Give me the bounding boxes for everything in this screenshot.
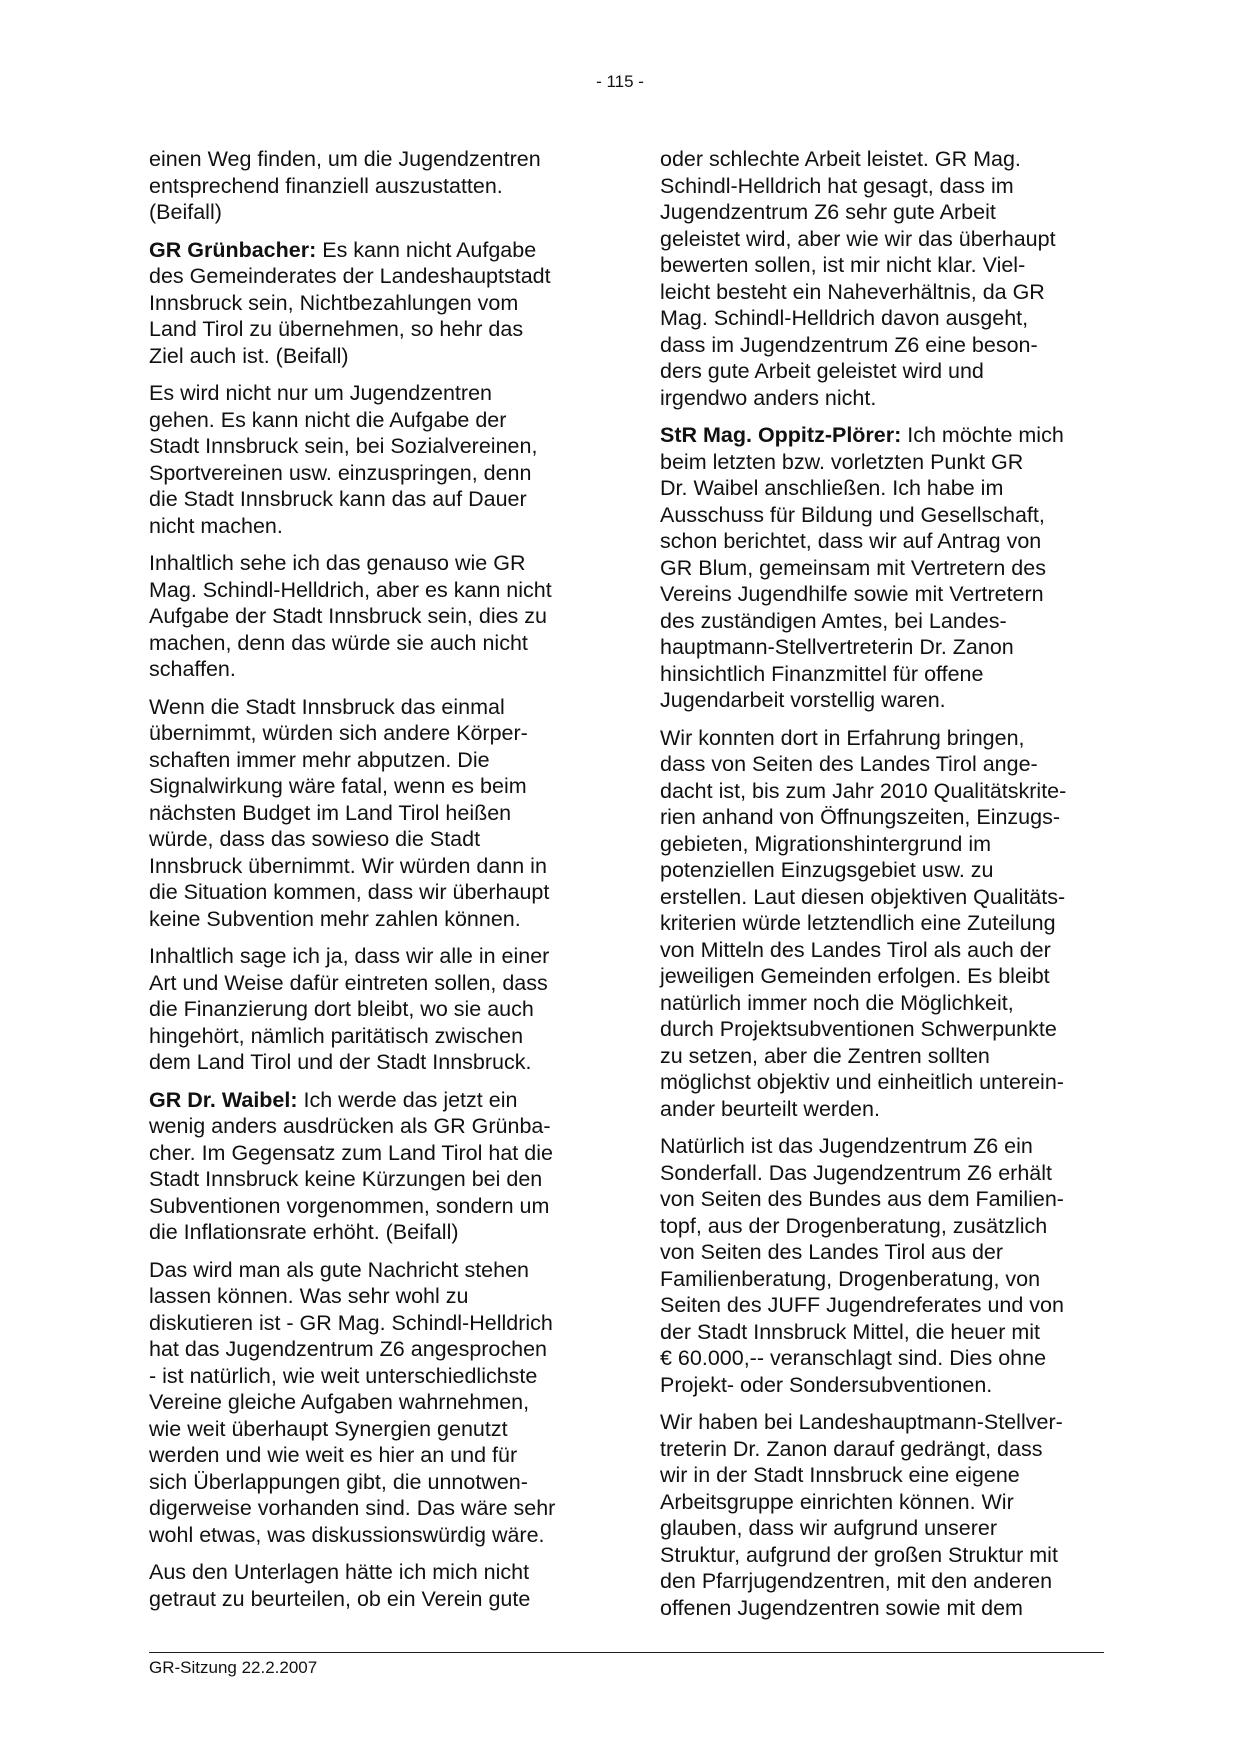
paragraph <box>149 1087 589 1246</box>
speaker-label: GR Dr. Waibel: <box>149 1087 298 1112</box>
paragraph <box>149 1559 589 1612</box>
speaker-label: GR Grünbacher: <box>149 237 317 262</box>
paragraph <box>660 725 1100 1123</box>
left-column <box>149 146 589 1623</box>
paragraph <box>660 1409 1100 1621</box>
paragraph-text: Inhaltlich sehe ich das genauso wie GR Mag. Schindl-Helldrich, aber es kann nicht Aufgabe der Stadt Innsbruck sein, dies zu machen, denn das würde sie auch nicht schaffen. <box>149 551 552 681</box>
paragraph-text: Wir haben bei Landeshauptmann-Stellver- treterin Dr. Zanon darauf gedrängt, dass wir in der Stadt Innsbruck eine eigene Arbeitsgruppe einrichten können. Wir glauben, dass wir aufgrund unserer Struktur, aufgrund der großen Struktur mit den Pfarrjugendzentren, mit den anderen offenen Jugendzentren sowie mit dem <box>660 1410 1063 1620</box>
footer-session-date: GR-Sitzung 22.2.2007 <box>149 1658 318 1677</box>
paragraph-text: Ich werde das jetzt ein wenig anders ausdrücken als GR Grünba- cher. Im Gegensatz zum Land Tirol hat die Stadt Innsbruck keine Kürzungen bei den Subventionen vorgenommen, sondern um die Inflationsrate erhöht. (Beifall) <box>149 1087 553 1244</box>
paragraph-text: Inhaltlich sage ich ja, dass wir alle in einer Art und Weise dafür eintreten sollen, dass die Finanzierung dort bleibt, wo sie auch hingehört, nämlich paritätisch zwischen dem Land Tirol und der Stadt Innsbruck. <box>149 944 550 1074</box>
paragraph-text: einen Weg finden, um die Jugendzentren entsprechend finanziell auszustatten. (Beifall) <box>149 147 541 224</box>
paragraph <box>149 146 589 226</box>
paragraph <box>660 146 1100 411</box>
paragraph-text: Natürlich ist das Jugendzentrum Z6 ein Sonderfall. Das Jugendzentrum Z6 erhält von Seiten des Bundes aus dem Familien- topf, aus der Drogenberatung, zusätzlich von Seiten des Landes Tirol aus der Familienberatung, Drogenberatung, von Seiten des JUFF Jugendreferates und von der Stadt Innsbruck Mittel, die heuer mit € 60.000,-- veranschlagt sind. Dies ohne Projekt- oder Sondersubventionen. <box>660 1134 1064 1397</box>
paragraph <box>149 237 589 370</box>
right-column <box>660 146 1100 1632</box>
paragraph <box>149 1257 589 1549</box>
paragraph-text: oder schlechte Arbeit leistet. GR Mag. Schindl-Helldrich hat gesagt, dass im Jugendzentrum Z6 sehr gute Arbeit geleistet wird, aber wie wir das überhaupt bewerten sollen, ist mir nicht klar. Viel- leicht besteht ein Naheverhältnis, da GR Mag. Schindl-Helldrich davon ausgeht, dass im Jugendzentrum Z6 eine beson- ders gute Arbeit geleistet wird und irgendwo anders nicht. <box>660 147 1056 410</box>
paragraph <box>149 550 589 683</box>
paragraph <box>149 943 589 1076</box>
paragraph-text: Das wird man als gute Nachricht stehen lassen können. Was sehr wohl zu diskutieren ist - GR Mag. Schindl-Helldrich hat das Jugendzentrum Z6 angesprochen - ist natürlich, wie weit unterschiedlichste Vereine gleiche Aufgaben wahrnehmen, wie weit überhaupt Synergien genutzt werden und wie weit es hier an und für sich Überlappungen gibt, die unnotwen- digerweise vorhanden sind. Das wäre sehr wohl etwas, was diskussionswürdig wäre. <box>149 1257 556 1547</box>
paragraph-text: Wenn die Stadt Innsbruck das einmal übernimmt, würden sich andere Körper- schaften immer mehr abputzen. Die Signalwirkung wäre fatal, wenn es beim nächsten Budget im Land Tirol heißen würde, dass das sowieso die Stadt Innsbruck übernimmt. Wir würden dann in die Situation kommen, dass wir überhaupt keine Subvention mehr zahlen können. <box>149 694 550 931</box>
paragraph-text: Es kann nicht Aufgabe des Gemeinderates der Landeshauptstadt Innsbruck sein, Nichtbezahlungen vom Land Tirol zu übernehmen, so hehr das Ziel auch ist. (Beifall) <box>149 237 551 368</box>
paragraph <box>660 422 1100 714</box>
paragraph <box>149 694 589 933</box>
paragraph-text: Wir konnten dort in Erfahrung bringen, dass von Seiten des Landes Tirol ange- dacht ist, bis zum Jahr 2010 Qualitätskrite- rien anhand von Öffnungszeiten, Einzugs- gebieten, Migrationshintergrund im potenziellen Einzugsgebiet usw. zu erstellen. Laut diesen objektiven Qualitäts- kriterien würde letztendlich eine Zuteilung von Mitteln des Landes Tirol als auch der jeweiligen Gemeinden erfolgen. Es bleibt natürlich immer noch die Möglichkeit, durch Projektsubventionen Schwerpunkte zu setzen, aber die Zentren sollten möglichst objektiv und einheitlich unterein- ander beurteilt werden. <box>660 725 1067 1121</box>
speaker-label: StR Mag. Oppitz-Plörer: <box>660 423 902 447</box>
paragraph <box>660 1133 1100 1398</box>
paragraph-text: Es wird nicht nur um Jugendzentren gehen. Es kann nicht die Aufgabe der Stadt Innsbruck sein, bei Sozialvereinen, Sportvereinen usw. einzuspringen, denn die Stadt Innsbruck kann das auf Dauer nicht machen. <box>149 381 538 538</box>
paragraph-text: Aus den Unterlagen hätte ich mich nicht getraut zu beurteilen, ob ein Verein gute <box>149 1560 531 1611</box>
page-number: - 115 - <box>596 72 644 91</box>
footer-divider <box>149 1652 1104 1653</box>
paragraph <box>149 380 589 539</box>
paragraph-text: Ich möchte mich beim letzten bzw. vorletzten Punkt GR Dr. Waibel anschließen. Ich habe im Ausschuss für Bildung und Gesellschaft, schon berichtet, dass wir auf Antrag von GR Blum, gemeinsam mit Vertretern des Vereins Jugendhilfe sowie mit Vertretern des zuständigen Amtes, bei Landes- hauptmann-Stellvertreterin Dr. Zanon hinsichtlich Finanzmittel für offene Jugendarbeit vorstellig waren. <box>660 423 1064 712</box>
